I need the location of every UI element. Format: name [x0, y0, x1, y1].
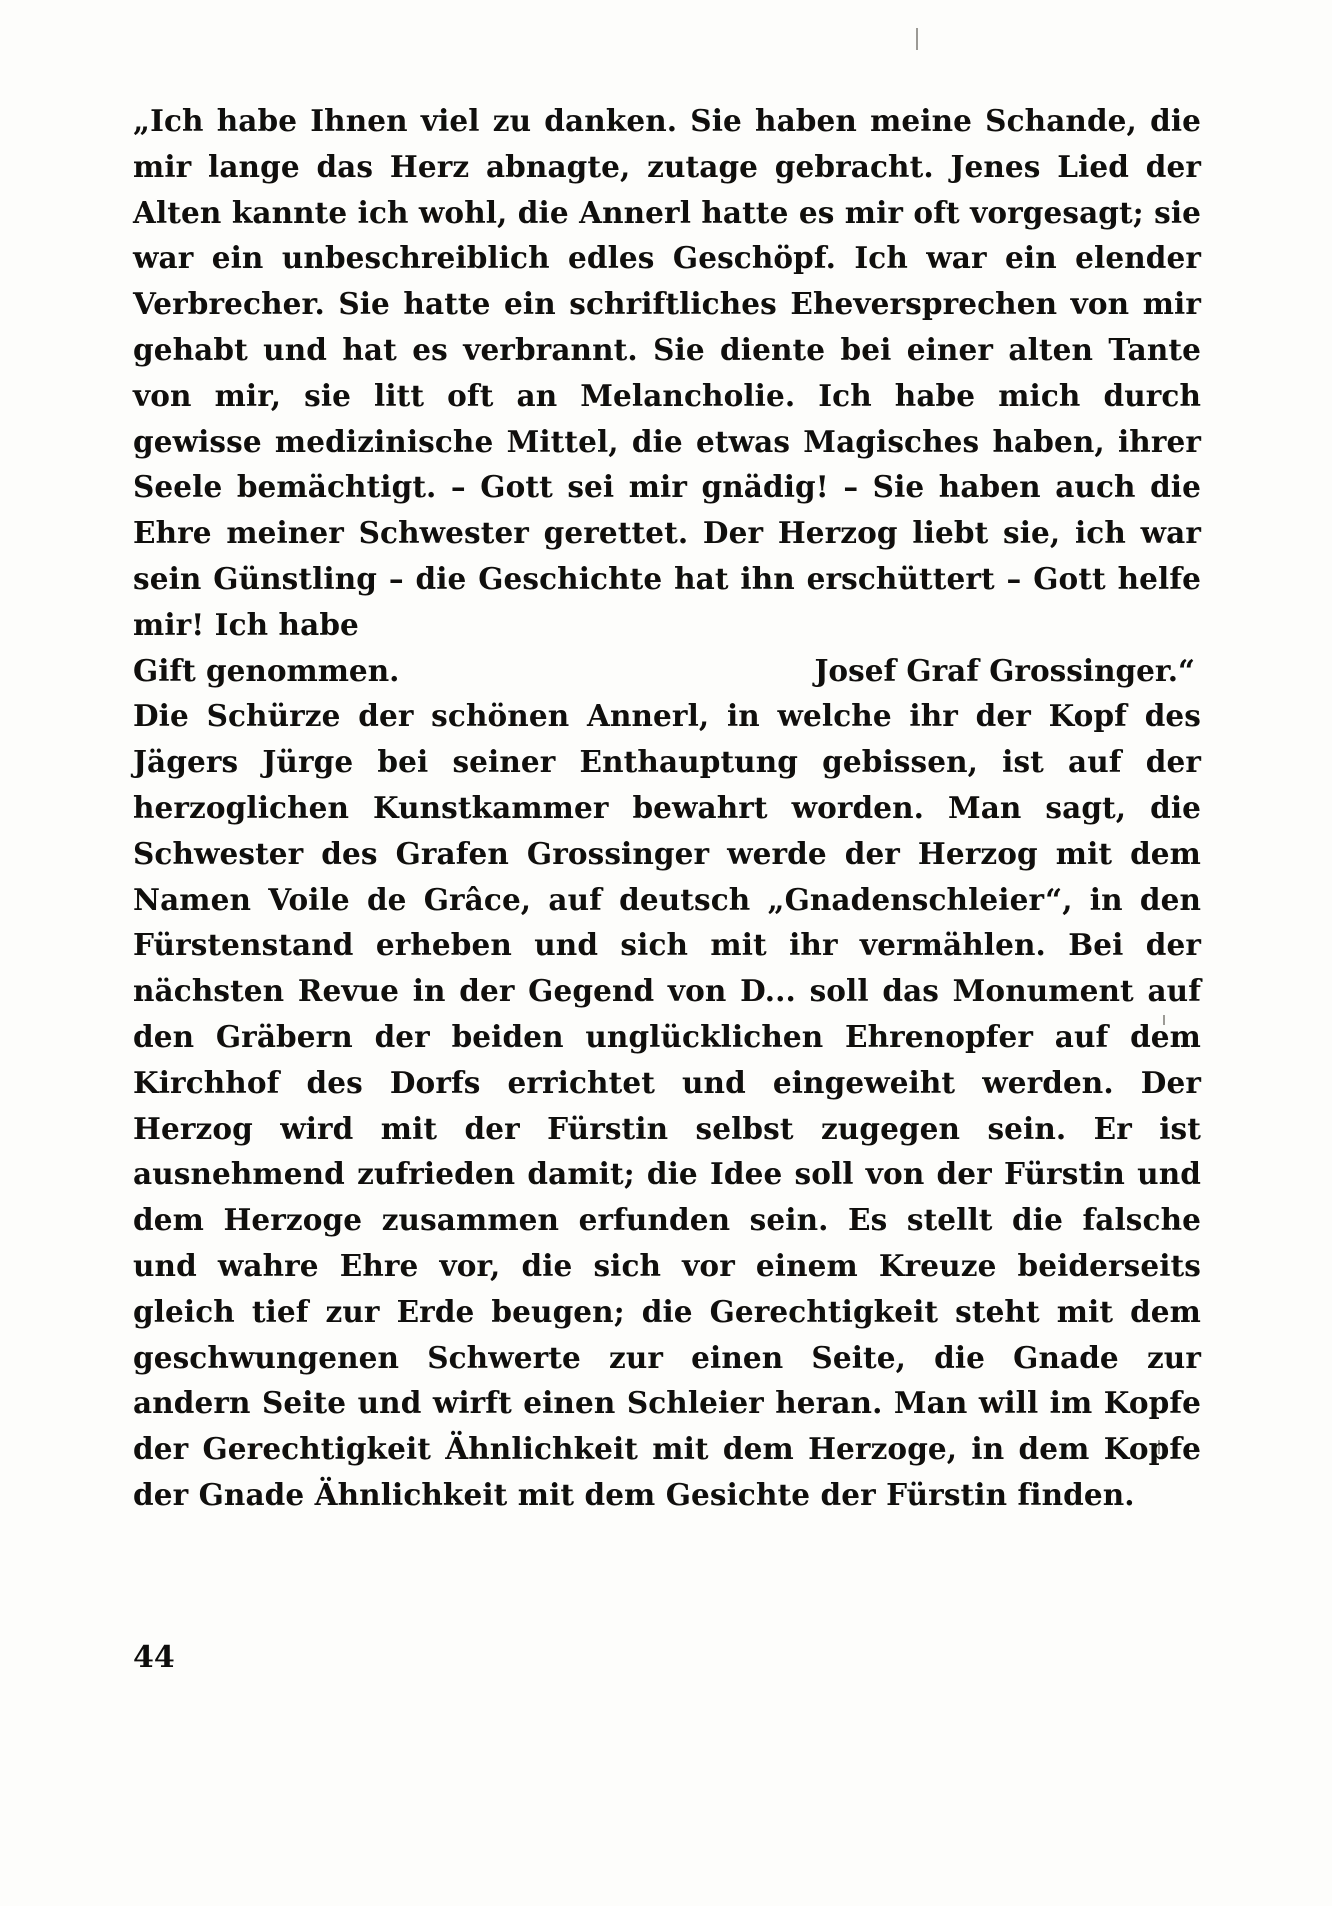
page-number: 44	[133, 1640, 175, 1675]
paragraph-narration: Die Schürze der schönen Annerl, in welche ihr der Kopf des Jägers Jürge bei seiner Enthauptung gebissen, ist auf der herzoglichen Kunstkammer bewahrt worden. Man sagt, die Schwester des Grafen Grossinger werde der Herzog mit dem Namen Voile de Grâce, auf deutsch „Gnadenschleier“, in den Fürstenstand erheben und sich mit ihr vermählen. Bei der nächsten Revue in der Gegend von D... soll das Monument auf den Gräbern der beiden unglücklichen Ehrenopfer auf dem Kirchhof des Dorfs errichtet und eingeweiht werden. Der Herzog wird mit der Fürstin selbst zugegen sein. Er ist ausnehmend zufrieden damit; die Idee soll von der Fürstin und dem Herzoge zusammen erfunden sein. Es stellt die falsche und wahre Ehre vor, die sich vor einem Kreuze beiderseits gleich tief zur Erde beugen; die Gerechtigkeit steht mit dem geschwungenen Schwerte zur einen Seite, die Gnade zur andern Seite und wirft einen Schleier heran. Man will im Kopfe der Gerechtigkeit Ähnlichkeit mit dem Herzoge, in dem Kopfe der Gnade Ähnlichkeit mit dem Gesichte der Fürstin finden.	[133, 698, 1201, 1512]
signature-name: Josef Graf Grossinger.“	[814, 652, 1195, 688]
paragraph-letter: „Ich habe Ihnen viel zu danken. Sie haben meine Schande, die mir lange das Herz abnagte, zutage gebracht. Jenes Lied der Alten kannte ich wohl, die Annerl hatte es mir oft vorgesagt; sie war ein unbeschreiblich edles Geschöpf. Ich war ein elender Verbrecher. Sie hatte ein schriftliches Eheversprechen von mir gehabt und hat es verbrannt. Sie diente bei einer alten Tante von mir, sie litt oft an Melancholie. Ich habe mich durch gewisse medizinische Mittel, die etwas Magisches haben, ihrer Seele bemächtigt. – Gott sei mir gnädig! – Sie haben auch die Ehre meiner Schwester gerettet. Der Herzog liebt sie, ich war sein Günstling – die Geschichte hat ihn erschüttert – Gott helfe mir! Ich habe	[133, 103, 1201, 642]
signature-row	[133, 648, 1201, 694]
signature-closing: Gift genommen.	[133, 652, 400, 688]
margin-mark-top	[916, 28, 918, 50]
text-block	[133, 98, 1201, 1518]
